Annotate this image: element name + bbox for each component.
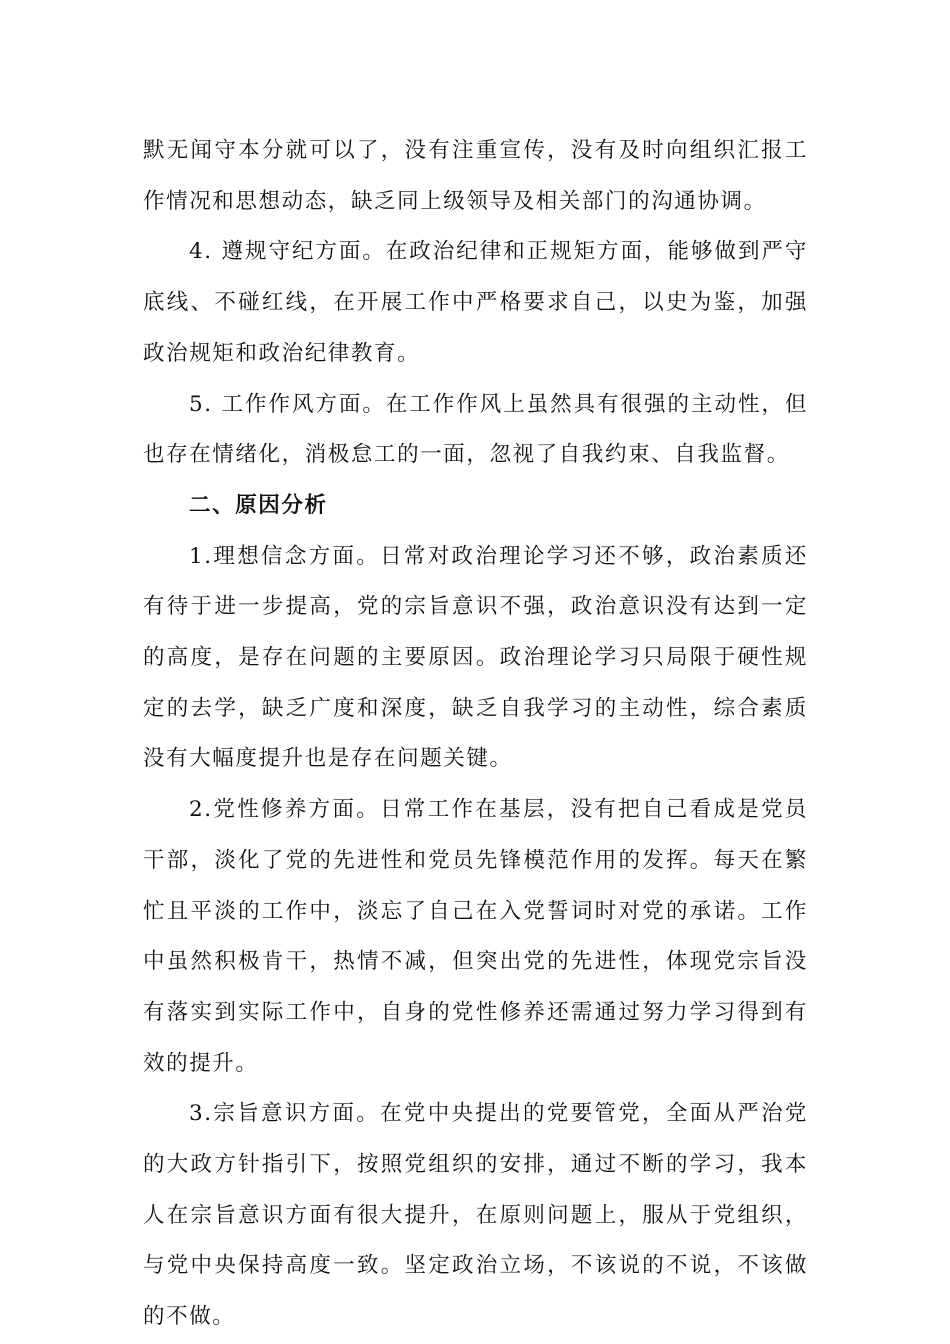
paragraph-continuation: 默无闻守本分就可以了，没有注重宣传，没有及时向组织汇报工作情况和思想动态，缺乏同上级领导及相关部门的沟通协调。 bbox=[143, 138, 808, 214]
paragraph-cause-2: 2.党性修养方面。日常工作在基层，没有把自己看成是党员干部，淡化了党的先进性和党员先锋模范作用的发挥。每天在繁忙且平淡的工作中，淡忘了自己在入党誓词时对党的承诺。工作中虽然积极肯干，热情不减，但突出党的先进性，体现党宗旨没有落实到实际工作中，自身的党性修养还需通过努力学习得到有效的提升。 bbox=[143, 797, 808, 1076]
document-body bbox=[143, 126, 808, 1343]
paragraph-cause-3: 3.宗旨意识方面。在党中央提出的党要管党，全面从严治党的大政方针指引下，按照党组织的安排，通过不断的学习，我本人在宗旨意识方面有很大提升，在原则问题上，服从于党组织，与党中央保持高度一致。坚定政治立场，不该说的不说，不该做的不做。 bbox=[143, 1101, 808, 1330]
paragraph-item-4: 4. 遵规守纪方面。在政治纪律和正规矩方面，能够做到严守底线、不碰红线，在开展工作中严格要求自己，以史为鉴，加强政治规矩和政治纪律教育。 bbox=[143, 239, 808, 366]
paragraph-item-5: 5. 工作作风方面。在工作作风上虽然具有很强的主动性，但也存在情绪化，消极怠工的一面，忽视了自我约束、自我监督。 bbox=[143, 391, 808, 468]
paragraph-cause-1: 1.理想信念方面。日常对政治理论学习还不够，政治素质还有待于进一步提高，党的宗旨意识不强，政治意识没有达到一定的高度，是存在问题的主要原因。政治理论学习只局限于硬性规定的去学，缺乏广度和深度，缺乏自我学习的主动性，综合素质没有大幅度提升也是存在问题关键。 bbox=[143, 543, 808, 772]
section-heading: 二、原因分析 bbox=[189, 492, 328, 518]
